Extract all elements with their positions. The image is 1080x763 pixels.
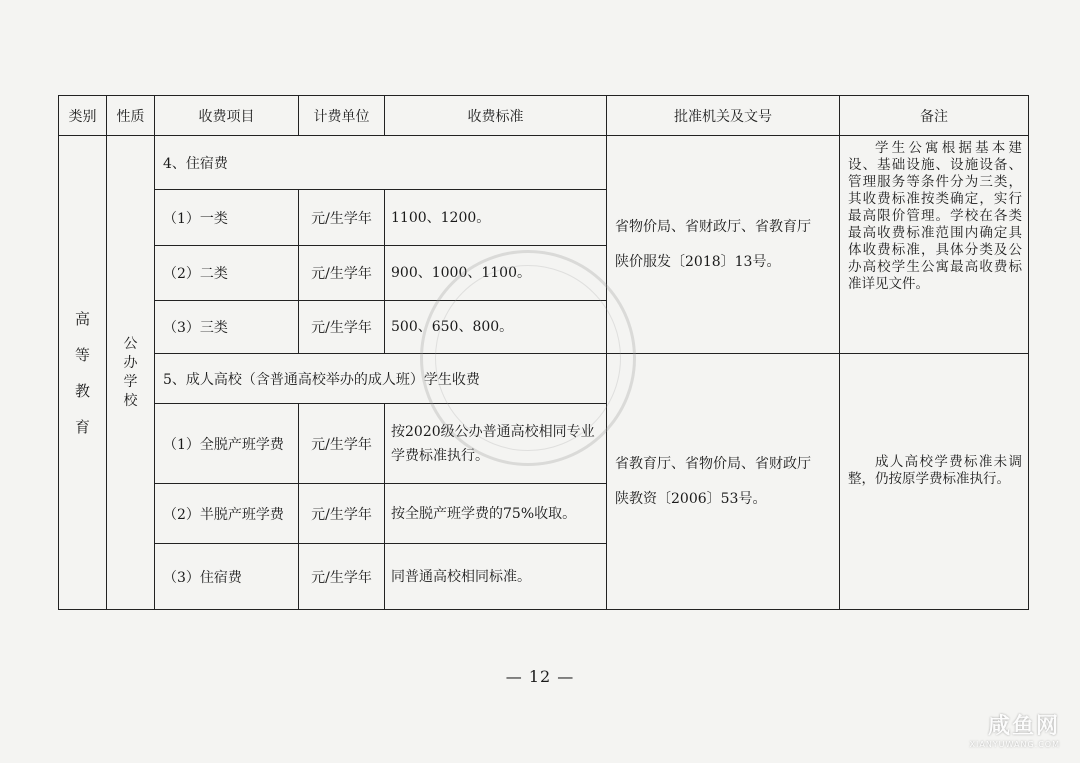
row-unit: 元/生学年 <box>299 301 385 354</box>
row-unit: 元/生学年 <box>299 404 385 484</box>
row-unit: 元/生学年 <box>299 246 385 301</box>
row-standard: 1100、1200。 <box>385 190 607 246</box>
section5-approval-line2: 陕教资〔2006〕53号。 <box>615 490 767 507</box>
header-category: 类别 <box>59 96 107 136</box>
section5-approval-line1: 省教育厅、省物价局、省财政厅 <box>615 455 811 472</box>
header-item: 收费项目 <box>155 96 299 136</box>
row-item: （1）全脱产班学费 <box>155 404 299 484</box>
section4-title: 4、住宿费 <box>155 136 607 190</box>
logo-mark: 咸鱼网 <box>987 714 1060 739</box>
header-standard: 收费标准 <box>385 96 607 136</box>
header-unit: 计费单位 <box>299 96 385 136</box>
row-standard: 按全脱产班学费的75%收取。 <box>385 484 607 544</box>
logo-subtitle: XIANYUWANG.COM <box>969 740 1060 749</box>
row-item: （1）一类 <box>155 190 299 246</box>
category-cell <box>59 136 107 610</box>
row-item: （3）三类 <box>155 301 299 354</box>
header-approval: 批准机关及文号 <box>607 96 840 136</box>
fee-table <box>58 95 1029 610</box>
row-standard: 按2020级公办普通高校相同专业学费标准执行。 <box>385 404 607 484</box>
category-text: 高 等 教 育 <box>74 309 90 436</box>
row-unit: 元/生学年 <box>299 190 385 246</box>
header-nature: 性质 <box>107 96 155 136</box>
row-unit: 元/生学年 <box>299 544 385 610</box>
row-standard: 同普通高校相同标准。 <box>385 544 607 610</box>
header-remark: 备注 <box>840 96 1029 136</box>
row-item: （2）半脱产班学费 <box>155 484 299 544</box>
row-unit: 元/生学年 <box>299 484 385 544</box>
section5-remark: 成人高校学费标准未调整，仍按原学费标准执行。 <box>840 354 1029 610</box>
section4-approval-line1: 省物价局、省财政厅、省教育厅 <box>615 218 811 235</box>
row-standard: 900、1000、1100。 <box>385 246 607 301</box>
section4-remark: 学生公寓根据基本建设、基础设施、设施设备、管理服务等条件分为三类，其收费标准按类确定，实行最高限价管理。学校在各类最高收费标准范围内确定具体收费标准，具体分类及公办高校学生公寓最高收费标准详见文件。 <box>840 136 1029 354</box>
header-row <box>59 96 1029 136</box>
section5-approval <box>607 354 840 610</box>
site-logo <box>970 709 1061 749</box>
section5-title: 5、成人高校（含普通高校举办的成人班）学生收费 <box>155 354 607 404</box>
nature-cell <box>107 136 155 610</box>
section4-approval <box>607 136 840 354</box>
page-number: — 12 — <box>505 667 575 686</box>
row-item: （2）二类 <box>155 246 299 301</box>
row-item: （3）住宿费 <box>155 544 299 610</box>
section4-title-row <box>59 136 1029 190</box>
nature-text: 公 办 学 校 <box>123 335 138 409</box>
section4-approval-line2: 陕价服发〔2018〕13号。 <box>615 253 781 270</box>
section5-title-row <box>59 354 1029 404</box>
row-standard: 500、650、800。 <box>385 301 607 354</box>
